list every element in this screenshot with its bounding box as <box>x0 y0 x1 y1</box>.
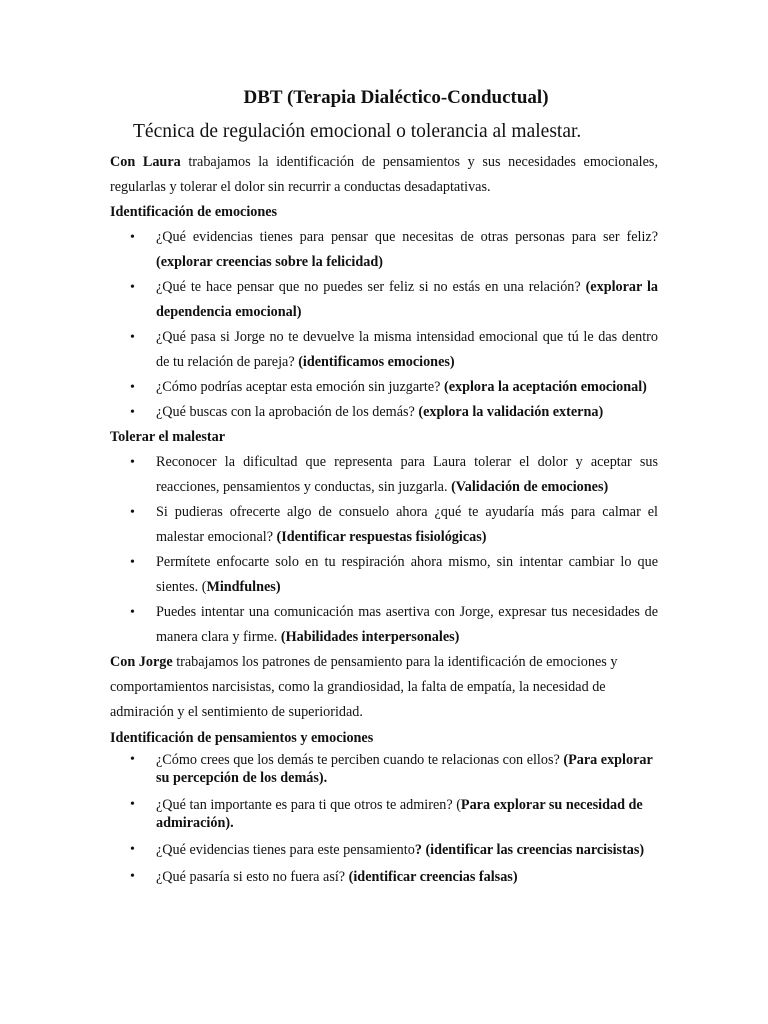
document-title: DBT (Terapia Dialéctico-Conductual) <box>243 87 549 108</box>
list-item-text: ¿Cómo crees que los demás te perciben cuando te relacionas con ellos? <box>156 752 564 768</box>
list-item-text: Permítete enfocarte solo en tu respiración ahora mismo, sin intentar cambiar lo que sientes. ( <box>156 554 658 595</box>
list-item-bold: (Para explorar su percepción de los demás). <box>156 752 653 786</box>
bullet-icon: • <box>130 842 135 857</box>
list-item <box>110 450 658 500</box>
list-item-text: ¿Qué te hace pensar que no puedes ser feliz si no estás en una relación? <box>156 279 586 295</box>
bullet-icon: • <box>130 280 135 295</box>
list-item <box>110 600 658 650</box>
list-item-text: ¿Cómo podrías aceptar esta emoción sin juzgarte? <box>156 379 444 395</box>
list-item <box>110 325 658 375</box>
document-subtitle: Técnica de regulación emocional o tolerancia al malestar. <box>133 121 582 142</box>
list-item <box>110 400 658 425</box>
bullet-icon: • <box>130 455 135 470</box>
list-item-bold: (Validación de emociones) <box>451 479 609 495</box>
list-item <box>110 550 658 600</box>
bullet-icon: • <box>130 505 135 520</box>
list-item-bold: (explorar creencias sobre la felicidad) <box>156 254 383 270</box>
bullet-icon: • <box>130 230 135 245</box>
list-item-bold: (identificamos emociones) <box>298 354 455 370</box>
bullet-icon: • <box>130 380 135 395</box>
list-item-text: ¿Qué evidencias tienes para este pensamiento <box>156 842 415 858</box>
list-item-text: Puedes intentar una comunicación mas asertiva con Jorge, expresar tus necesidades de manera clara y firme. <box>156 604 658 645</box>
list-item-text: Reconocer la dificultad que representa para Laura tolerar el dolor y aceptar sus reacciones, pensamientos y conductas, sin juzgarla. <box>156 454 658 495</box>
list-item-bold: (Identificar respuestas fisiológicas) <box>276 529 487 545</box>
bullet-icon: • <box>130 797 135 812</box>
list-item-text: Si pudieras ofrecerte algo de consuelo ahora ¿qué te ayudaría más para calmar el malestar emocional? <box>156 504 658 545</box>
list-item-bold: (explora la aceptación emocional) <box>443 379 647 395</box>
list-item-bold: (Habilidades interpersonales) <box>280 629 460 645</box>
list-item <box>110 868 658 886</box>
list-item-bold: ? (identificar las creencias narcisistas) <box>414 842 645 858</box>
list-item <box>110 796 658 832</box>
bullet-icon: • <box>130 605 135 620</box>
list-item <box>110 375 658 400</box>
bullet-icon: • <box>130 405 135 420</box>
list-item-bold: Mindfulnes) <box>206 579 281 595</box>
list-identificacion-pensamientos <box>110 751 658 886</box>
list-item-bold: (identificar creencias falsas) <box>348 869 518 885</box>
list-item-bold: Para explorar su necesidad de admiración). <box>156 797 643 831</box>
jorge-name: Con Jorge <box>110 654 173 670</box>
laura-section <box>110 150 658 895</box>
list-item <box>110 500 658 550</box>
list-item-text: ¿Qué pasaría si esto no fuera así? <box>156 869 349 885</box>
section-heading-identificacion-emociones: Identificación de emociones <box>110 204 278 220</box>
list-identificacion-emociones <box>110 225 658 425</box>
laura-name: Con Laura <box>110 154 181 170</box>
bullet-icon: • <box>130 752 135 767</box>
list-item-text: ¿Qué buscas con la aprobación de los demás? <box>156 404 419 420</box>
list-item <box>110 751 658 787</box>
laura-intro-paragraph <box>110 150 658 200</box>
bullet-icon: • <box>130 555 135 570</box>
list-item-bold: (explorar la dependencia emocional) <box>156 279 658 320</box>
bullet-icon: • <box>130 869 135 884</box>
list-item-text: ¿Qué tan importante es para ti que otros te admiren? ( <box>156 797 461 813</box>
section-heading-tolerar-malestar: Tolerar el malestar <box>110 429 226 445</box>
jorge-intro-paragraph <box>110 650 658 725</box>
list-item-text: ¿Qué evidencias tienes para pensar que necesitas de otras personas para ser feliz? <box>156 229 658 245</box>
section-heading-identificacion-pensamientos: Identificación de pensamientos y emociones <box>110 730 374 746</box>
laura-intro-text: trabajamos la identificación de pensamientos y sus necesidades emocionales, regularlas y tolerar el dolor sin recurrir a conductas desadaptativas. <box>110 154 658 195</box>
list-item-bold: (explora la validación externa) <box>418 404 604 420</box>
list-item <box>110 275 658 325</box>
list-item-text: ¿Qué pasa si Jorge no te devuelve la misma intensidad emocional que tú le das dentro de tu relación de pareja? <box>156 329 658 370</box>
list-tolerar-malestar <box>110 450 658 650</box>
list-item <box>110 225 658 275</box>
list-item <box>110 841 658 859</box>
bullet-icon: • <box>130 330 135 345</box>
jorge-intro-text: trabajamos los patrones de pensamiento para la identificación de emociones y comportamientos narcisistas, como la grandiosidad, la falta de empatía, la necesidad de admiración y el sentimiento de superioridad. <box>110 654 618 720</box>
